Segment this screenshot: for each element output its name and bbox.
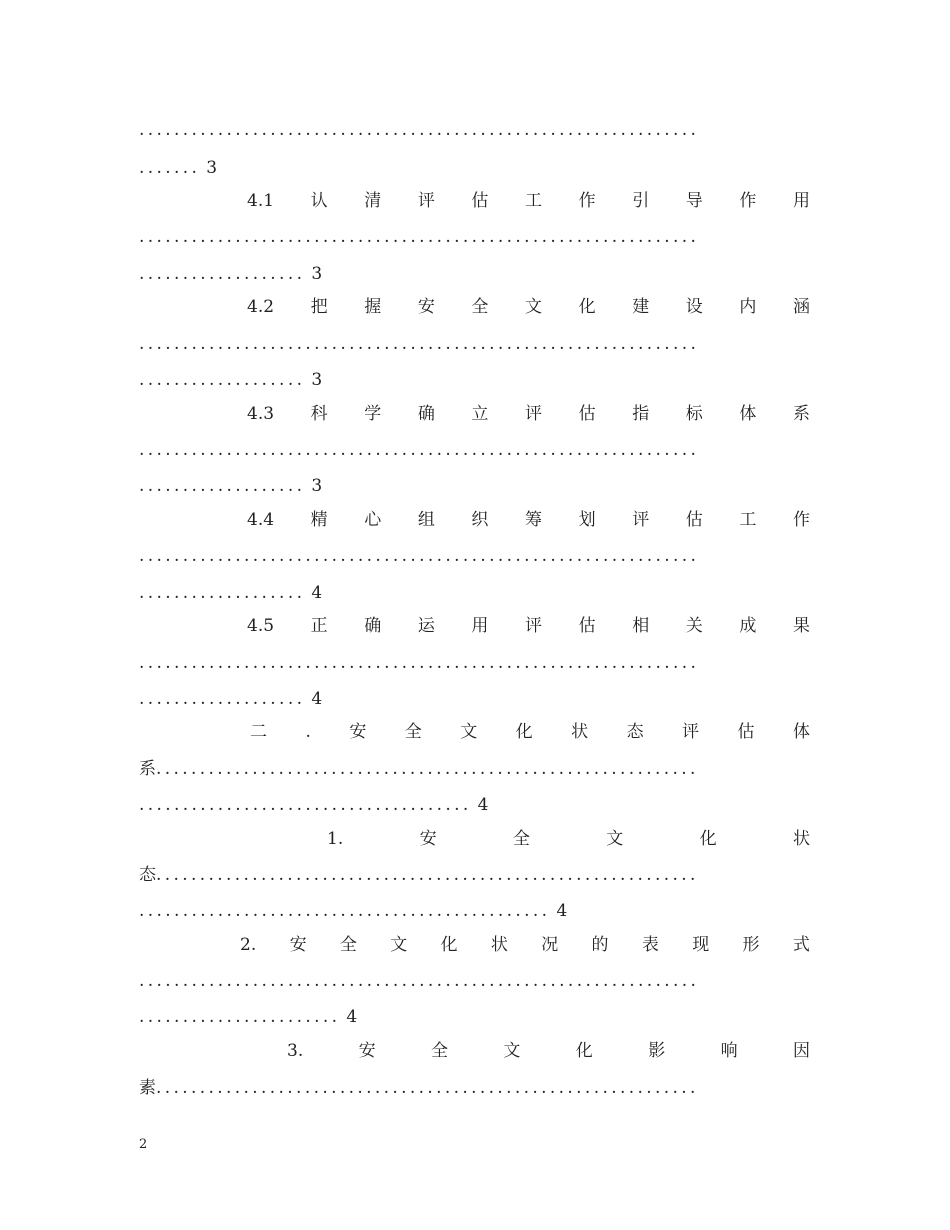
toc-wrap-char: 态 [139, 865, 156, 885]
toc-title-char: 涵 [792, 297, 810, 317]
toc-title-char: 估 [471, 191, 489, 211]
toc-entry-title [247, 613, 810, 639]
toc-dot-leader: .............................................................. [156, 759, 699, 779]
toc-page-number: 4 [311, 583, 323, 603]
toc-title-char: 化 [578, 297, 596, 317]
toc-title-char: 安 [349, 722, 367, 742]
toc-entry-number: 4.4 [247, 510, 275, 530]
toc-title-char: 全 [431, 1041, 449, 1061]
toc-title-char: 文 [460, 722, 478, 742]
toc-tail [139, 580, 810, 606]
toc-entry-number: 2. [240, 935, 257, 955]
toc-title-char: 全 [471, 297, 489, 317]
toc-entry-title [240, 932, 810, 958]
toc-title-char: 式 [792, 935, 810, 955]
toc-wrap-char: 素 [139, 1078, 156, 1098]
toc-tail [139, 473, 810, 499]
toc-title-char: 设 [685, 297, 703, 317]
toc-entry-number: 二 [250, 722, 267, 742]
toc-title-char: 状 [571, 722, 589, 742]
toc-title-char: 成 [739, 616, 757, 636]
toc-dot-leader: ................................................................ [139, 227, 700, 247]
page-number: 2 [139, 1137, 148, 1152]
toc-title-char: 作 [578, 191, 596, 211]
toc-title-char: 作 [739, 191, 757, 211]
toc-title-char: 评 [682, 722, 700, 742]
toc-page-number: 3 [311, 370, 323, 390]
toc-entry-title [287, 1038, 810, 1064]
toc-title-char: 文 [525, 297, 543, 317]
toc-title-char: 导 [685, 191, 703, 211]
toc-tail [139, 367, 810, 393]
toc-title-char: 内 [739, 297, 757, 317]
toc-tail-dots: ............................................... [139, 901, 551, 921]
toc-title-char: 标 [685, 404, 703, 424]
toc-dot-leader: ................................................................ [139, 546, 700, 566]
toc-title-char: 评 [417, 191, 435, 211]
toc-title-char: 估 [737, 722, 755, 742]
toc-tail [139, 155, 810, 181]
toc-title-char: 学 [364, 404, 382, 424]
toc-dot-leader: .............................................................. [156, 1078, 699, 1098]
toc-page-number: 4 [311, 689, 323, 709]
toc-dot-leader: ................................................................ [139, 120, 700, 140]
toc-title-char: 用 [792, 191, 810, 211]
toc-title-char: 响 [720, 1041, 738, 1061]
toc-title-char: 化 [515, 722, 533, 742]
toc-title-char: 指 [632, 404, 650, 424]
toc-title-char: 现 [692, 935, 710, 955]
toc-title-char: 心 [364, 510, 382, 530]
toc-entry-number: 1. [327, 829, 344, 849]
toc-wrap-line [139, 1075, 810, 1101]
toc-title-char: 关 [685, 616, 703, 636]
toc-wrap-char: 系 [139, 759, 156, 779]
toc-title-char: 文 [390, 935, 408, 955]
toc-title-char: 科 [310, 404, 328, 424]
toc-title-char: 状 [792, 829, 810, 849]
toc-title-char: 化 [575, 1041, 593, 1061]
toc-title-char: 正 [310, 616, 328, 636]
toc-tail-dots: ...................................... [139, 795, 472, 815]
toc-title-char: 组 [417, 510, 435, 530]
toc-title-char: 安 [419, 829, 437, 849]
toc-title-char: 工 [739, 510, 757, 530]
toc-tail-dots: ....... [139, 158, 201, 178]
toc-title-char: 筹 [525, 510, 543, 530]
toc-title-char: 相 [632, 616, 650, 636]
toc-dot-leader: ................................................................ [139, 653, 700, 673]
toc-dot-leader: ................................................................ [139, 971, 700, 991]
toc-title-char: 果 [792, 616, 810, 636]
toc-entry-number: 3. [287, 1041, 304, 1061]
toc-entry-title [247, 401, 810, 427]
toc-entry-number: 4.1 [247, 191, 275, 211]
toc-tail-dots: ................... [139, 583, 306, 603]
toc-title-char: 体 [739, 404, 757, 424]
toc-title-char: 体 [792, 722, 810, 742]
toc-tail-dots: ................... [139, 264, 306, 284]
toc-tail [139, 898, 810, 924]
toc-title-char: 安 [289, 935, 307, 955]
toc-title-char: 评 [632, 510, 650, 530]
toc-title-char: 安 [417, 297, 435, 317]
toc-title-char: 估 [578, 404, 596, 424]
toc-dot-leader: ................................................................ [139, 440, 700, 460]
toc-entry-number: 4.2 [247, 297, 275, 317]
toc-tail-dots: ................... [139, 370, 306, 390]
toc-dot-leader: ................................................................ [139, 334, 700, 354]
toc-title-char: 运 [417, 616, 435, 636]
toc-title-char: 把 [310, 297, 328, 317]
toc-entry-title [247, 188, 810, 214]
toc-title-char: 确 [417, 404, 435, 424]
toc-wrap-line [139, 862, 810, 888]
toc-title-char: 清 [364, 191, 382, 211]
toc-tail-dots: ....................... [139, 1007, 341, 1027]
toc-title-char: 状 [490, 935, 508, 955]
toc-page-number: 4 [477, 795, 489, 815]
toc-entry-title [327, 826, 810, 852]
toc-tail-dots: ................... [139, 689, 306, 709]
toc-title-char: 全 [512, 829, 530, 849]
toc-title-char: 估 [578, 616, 596, 636]
toc-title-char: 精 [310, 510, 328, 530]
toc-page-number: 3 [311, 264, 323, 284]
toc-title-char: 握 [364, 297, 382, 317]
toc-title-char: 作 [792, 510, 810, 530]
toc-tail [139, 1004, 810, 1030]
toc-title-char: 确 [364, 616, 382, 636]
toc-tail-dots: ................... [139, 476, 306, 496]
toc-title-char: 认 [310, 191, 328, 211]
toc-title-char: 织 [471, 510, 489, 530]
toc-title-char: 的 [591, 935, 609, 955]
toc-title-char: 文 [503, 1041, 521, 1061]
toc-entry-title [250, 719, 810, 745]
toc-title-char: 态 [626, 722, 644, 742]
toc-title-char: 评 [525, 404, 543, 424]
toc-title-char: 表 [641, 935, 659, 955]
toc-tail [139, 686, 810, 712]
toc-title-char: 全 [339, 935, 357, 955]
toc-tail [139, 792, 810, 818]
toc-page-number: 4 [346, 1007, 358, 1027]
toc-entry-number: 4.3 [247, 404, 275, 424]
toc-page-number: 3 [206, 158, 218, 178]
toc-title-char: 估 [685, 510, 703, 530]
toc-entry-separator: . [305, 722, 311, 742]
toc-title-char: 形 [742, 935, 760, 955]
toc-title-char: 文 [606, 829, 624, 849]
toc-title-char: 系 [792, 404, 810, 424]
toc-title-char: 评 [525, 616, 543, 636]
toc-page-number: 3 [311, 476, 323, 496]
toc-title-char: 安 [358, 1041, 376, 1061]
toc-dot-leader: .............................................................. [156, 865, 699, 885]
toc-title-char: 况 [541, 935, 559, 955]
toc-page-number: 4 [556, 901, 568, 921]
toc-title-char: 立 [471, 404, 489, 424]
toc-title-char: 工 [525, 191, 543, 211]
toc-title-char: 化 [699, 829, 717, 849]
toc-title-char: 引 [632, 191, 650, 211]
toc-title-char: 用 [471, 616, 489, 636]
toc-title-char: 影 [648, 1041, 666, 1061]
toc-entry-title [247, 507, 810, 533]
toc-entry-title [247, 294, 810, 320]
toc-wrap-line [139, 756, 810, 782]
toc-title-char: 全 [404, 722, 422, 742]
toc-title-char: 划 [578, 510, 596, 530]
toc-title-char: 建 [632, 297, 650, 317]
toc-title-char: 因 [792, 1041, 810, 1061]
toc-entry-number: 4.5 [247, 616, 275, 636]
toc-title-char: 化 [440, 935, 458, 955]
toc-tail [139, 261, 810, 287]
